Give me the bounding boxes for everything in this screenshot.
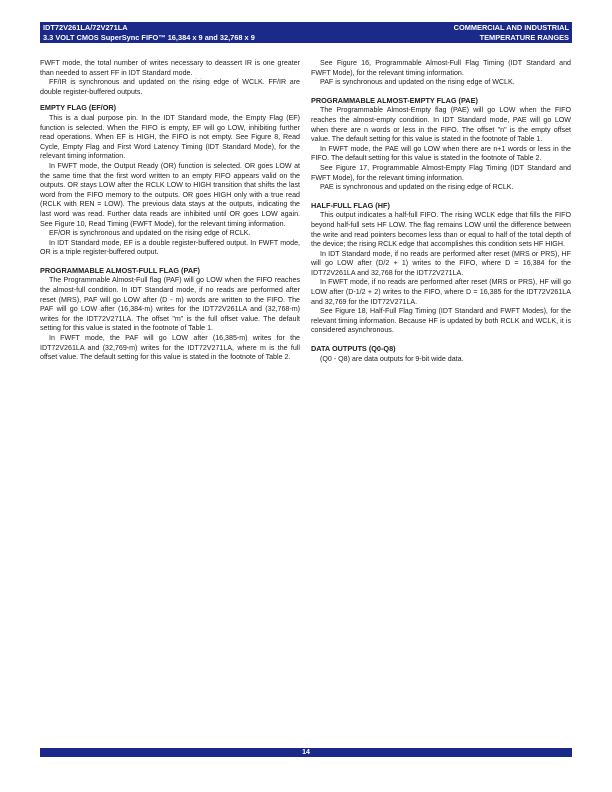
header-part-number: IDT72V261LA/72V271LA bbox=[43, 23, 128, 32]
page-footer bbox=[40, 748, 572, 757]
page-header bbox=[40, 22, 572, 43]
right-column bbox=[311, 59, 571, 364]
section-heading-almost-empty-flag: PROGRAMMABLE ALMOST-EMPTY FLAG (PAE) bbox=[311, 95, 478, 105]
paragraph: This output indicates a half-full FIFO. The rising WCLK edge that fills the FIFO beyond half-full sets HF LOW. The flag remains LOW until the difference between the write and read pointers becomes less than or equal to half of the total depth of the device; the rising RCLK edge that accomplishes this condition sets HF HIGH. bbox=[311, 211, 571, 249]
paragraph: FF/IR is synchronous and updated on the rising edge of WCLK. FF/IR are double register-buffered outputs. bbox=[40, 78, 300, 96]
header-right bbox=[454, 23, 569, 42]
paragraph: In IDT Standard mode, EF is a double register-buffered output. In FWFT mode, OR is a triple register-buffered output. bbox=[40, 238, 300, 257]
paragraph: In FWFT mode, if no reads are performed after reset (MRS or PRS), HF will go LOW after (D-1/2 + 2) writes to the FIFO, where D = 16,385 for the IDT72V261LA and 32,769 for the IDT72V271LA. bbox=[311, 278, 571, 306]
header-range-line2: TEMPERATURE RANGES bbox=[479, 32, 569, 42]
paragraph: This is a dual purpose pin. In the IDT Standard mode, the Empty Flag (EF) function is selected. When the FIFO is empty, EF will go LOW, inhibiting further read operations. When EF is HIGH, the FIFO is not empty. See Figure 8, Read Cycle, Empty Flag and First Word Latency Timing (IDT Standard Mode), for the relevant timing information. bbox=[40, 113, 300, 161]
paragraph: EF/OR is synchronous and updated on the rising edge of RCLK. bbox=[49, 229, 251, 238]
header-range-line1: COMMERCIAL AND INDUSTRIAL bbox=[453, 23, 569, 32]
paragraph: See Figure 17, Programmable Almost-Empty Flag Timing (IDT Standard and FWFT Mode), for the relevant timing information. bbox=[311, 163, 571, 182]
paragraph: In FWFT mode, the PAE will go LOW when there are n+1 words or less in the FIFO. The default setting for this value is stated in the footnote of Table 2. bbox=[311, 144, 571, 163]
section-heading-almost-full-flag: PROGRAMMABLE ALMOST-FULL FLAG (PAF) bbox=[40, 265, 200, 275]
paragraph: In FWFT mode, the PAF will go LOW after (16,385-m) writes for the IDT72V261LA and (32,769-m) writes for the IDT72V271LA, where m is the full offset value. The default setting for this value is stated in the footnote of Table 2. bbox=[40, 334, 300, 362]
paragraph: See Figure 18, Half-Full Flag Timing (IDT Standard and FWFT Modes), for the relevant timing information. Because HF is updated by both RCLK and WCLK, it is considered asynchronous. bbox=[311, 307, 571, 335]
paragraph: FWFT mode, the total number of writes necessary to deassert IR is one greater than needed to assert FF in IDT Standard mode. bbox=[40, 59, 300, 77]
paragraph: (Q0 - Q8) are data outputs for 9-bit wide data. bbox=[320, 354, 464, 363]
paragraph: In IDT Standard mode, if no reads are performed after reset (MRS or PRS), HF will go LOW after (D/2 + 1) writes to the FIFO, where D = 16,384 for the IDT72V261LA and 32,768 for the IDT72V271LA. bbox=[311, 249, 571, 277]
paragraph: See Figure 16, Programmable Almost-Full Flag Timing (IDT Standard and FWFT Mode), for the relevant timing information. bbox=[311, 59, 571, 77]
paragraph: In FWFT mode, the Output Ready (OR) function is selected. OR goes LOW at the same time that the first word written to an empty FIFO appears valid on the outputs. OR stays LOW after the RCLK LOW to HIGH transition that shifts the last word from the FIFO memory to the outputs. OR goes HIGH only with a true read (RCLK with REN = LOW). The previous data stays at the outputs, indicating the last word was read. Further data reads are inhibited until OR goes LOW again. See Figure 10, Read Timing (FWFT Mode), for the relevant timing information. bbox=[40, 161, 300, 228]
section-heading-data-outputs: DATA OUTPUTS (Q0-Q8) bbox=[311, 344, 396, 354]
header-left bbox=[43, 23, 255, 42]
paragraph: PAF is synchronous and updated on the rising edge of WCLK. bbox=[320, 78, 515, 87]
paragraph: The Programmable Almost-Full flag (PAF) will go LOW when the FIFO reaches the almost-full condition. In IDT Standard mode, if no reads are performed after reset (MRS), PAF will go LOW after (D - m) words are written to the FIFO. The PAF will go LOW after (16,384-m) writes for the IDT72V261LA and (32,768-m) writes for the IDT72V271LA. The offset "m" is the full offset value. The default setting for this value is stated in the footnote of Table 1. bbox=[40, 276, 300, 333]
page-number: 14 bbox=[302, 749, 310, 756]
paragraph: The Programmable Almost-Empty flag (PAE) will go LOW when the FIFO reaches the almost-empty condition. In IDT Standard mode, PAE will go LOW when there are n words or less in the FIFO. The offset "n" is the empty offset value. The default setting for this value is stated in the footnote of Table 1. bbox=[311, 106, 571, 144]
header-product-description: 3.3 VOLT CMOS SuperSync FIFO™ 16,384 x 9 and 32,768 x 9 bbox=[43, 32, 255, 42]
paragraph: PAE is synchronous and updated on the rising edge of RCLK. bbox=[320, 183, 514, 192]
section-heading-empty-flag: EMPTY FLAG (EF/OR) bbox=[40, 103, 117, 113]
section-heading-half-full-flag: HALF-FULL FLAG (HF) bbox=[311, 200, 390, 210]
left-column bbox=[40, 59, 300, 363]
